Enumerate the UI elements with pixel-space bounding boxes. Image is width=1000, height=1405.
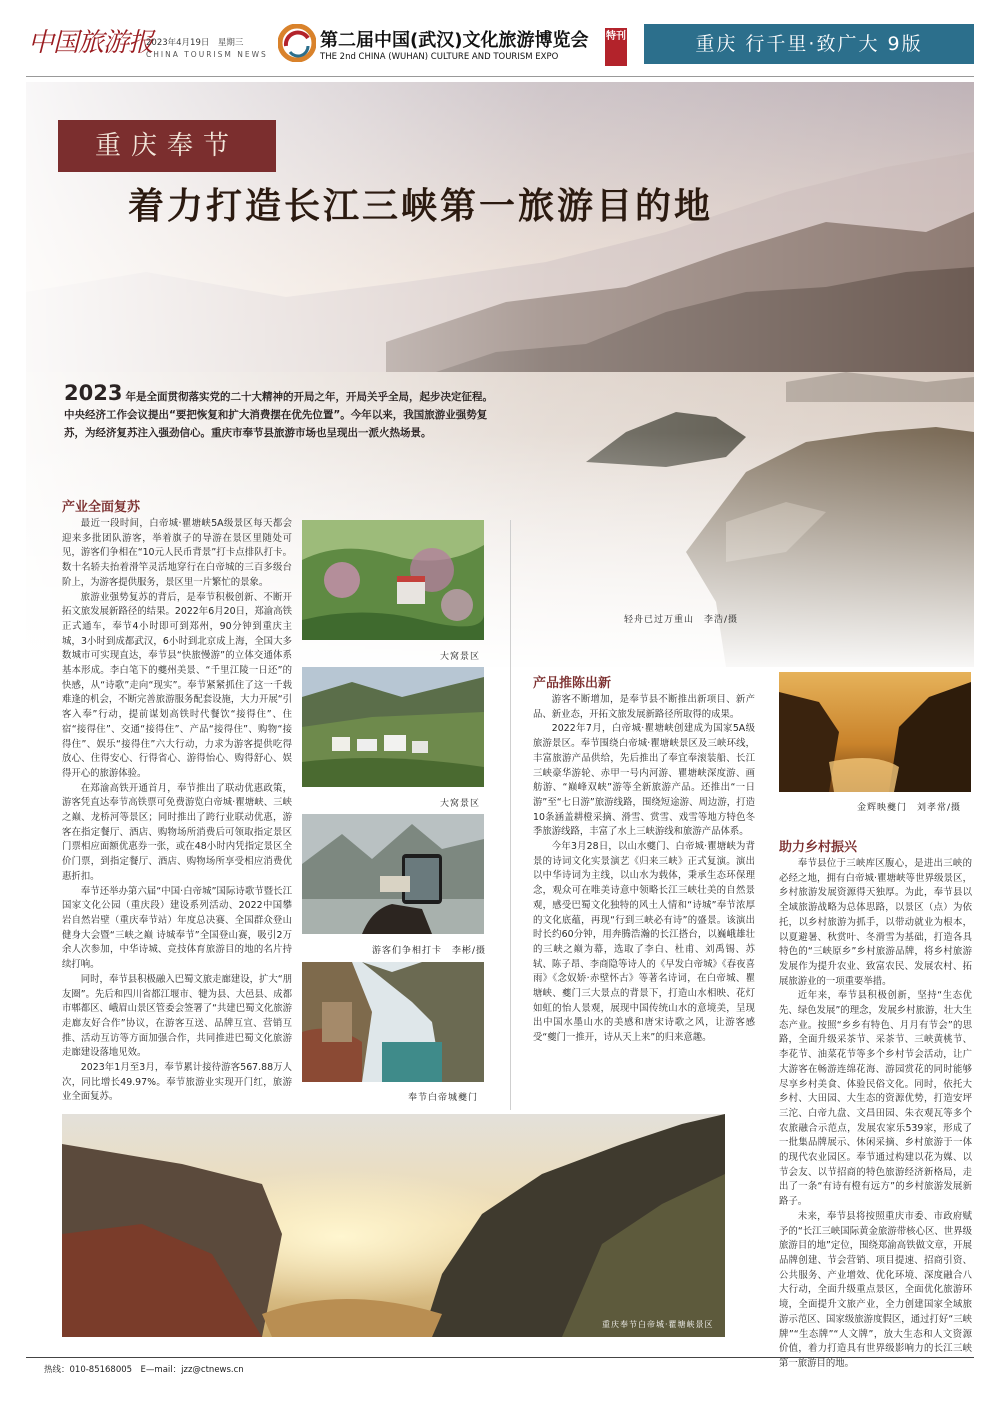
col1-body [62,517,292,1105]
header-divider [26,76,974,77]
page-band-title: 重庆 行千里·致广大 9版 [644,24,974,64]
expo-logo-icon [278,24,316,62]
col1-paragraph: 奉节还举办第六届“中国·白帝城”国际诗歌节暨长江国家文化公园（重庆段）建设系列活动、2022中国攀岩自然岩壁（重庆奉节站）年度总决赛、全国群众登山健身大会暨“三峡之巅 诗城奉节”全国登山赛，吸引2万余人次参加，中华诗城、竞技体育旅游目的地的名片持续打响。 [62,885,292,971]
photo-golden-kuimen [779,672,971,792]
issue-date: 2023年4月19日 星期三 [146,38,244,48]
col3-body [779,857,972,1372]
col3-heading: 助力乡村振兴 [779,840,858,855]
footer-contact: 热线：010-85168005 E—mail：jzz@ctnews.cn [44,1365,244,1375]
photo-dawo-village [302,520,484,640]
section-tag: 重庆奉节 [58,120,276,172]
expo-title-en: THE 2nd CHINA (WUHAN) CULTURE AND TOURISM EXPO [320,52,559,62]
col2-paragraph: 2022年7月，白帝城·瞿塘峡创建成为国家5A级旅游景区。奉节围绕白帝城·瞿塘峡景区及三峡环线，丰富旅游产品供给，先后推出了奉宜奉滚装船、长江三峡豪华游轮、赤甲一号内河游、瞿塘峡深度游、画舫游、“巅峰双峡”游等全新旅游产品。还推出“一日游”至“七日游”旅游线路，围绕短途游、周边游，打造10条涵盖耕橙采摘、滑雪、赏雪、戏雪等地方特色冬季旅游线路，丰富了水上三峡游线和旅游产品体系。 [533,723,755,838]
col1-paragraph: 旅游业强势复苏的背后，是奉节积极创新、不断开拓文旅发展新路径的结果。2022年6月20日，郑渝高铁正式通车，奉节4小时即可到郑州，90分钟到重庆主城，3小时到成都武汉，6小时到北京成上海，全国大多数城市可实现直达，奉节县“快旅慢游”的立体交通体系基本形成。李白笔下的夔州美景、“千里江陵一日还”的快感，从“诗歌”走向“现实”。奉节紧紧抓住了这一千载难逢的机会，不断完善旅游服务配套设施，大力开展“引客入奉”行动，提前谋划高铁时代餐饮“接得住”、住宿“接得住”、交通“接得住”、产品“接得住”、购物“接得住”、娱乐“接得住”六大行动，力求为游客提供吃得放心、住得安心、行得省心、游得怡心、购得舒心、娱得开心的旅游体验。 [62,591,292,779]
lead-paragraph [64,381,494,442]
photo-baidicheng-qutang [62,1114,725,1337]
paper-english-name: CHINA TOURISM NEWS [146,50,268,59]
photo-caption: 大窝景区 [440,799,481,809]
photo-caption: 游客们争相打卡 李彬/摄 [372,946,487,956]
col3-paragraph: 近年来，奉节县积极创新，坚持“生态优先、绿色发展”的理念，发展乡村旅游，壮大生态产业。按照“乡乡有特色、月月有节会”的思路，全面升级采茶节、采茶节、三峡黄桃节、李花节、油菜花节等多个乡村节会活动，让广大游客在畅游连绵花海、游园赏花的同时能够尽享乡村美食、体验民俗文化。同时，依托大乡村、大田园、大生态的资源优势，打造安坪三沱、白帝九盘、文昌田园、朱衣观瓦等多个农旅融合示范点，发展农家乐539家，形成了一批集品牌展示、休闲采摘、乡村旅游于一体的现代农业园区。奉节通过构建以花为媒、以节会友、以节招商的特色旅游经济新格局，走出了一条“有诗有橙有远方”的乡村旅游发展新路子。 [779,990,972,1208]
col2-paragraph: 游客不断增加，是奉节县不断推出新项目、新产品、新业态，开拓文旅发展新路径所取得的成果。 [533,694,755,720]
footer-divider [26,1357,974,1358]
hero-photo-caption: 轻舟已过万重山 李浩/摄 [624,615,739,625]
col1-heading: 产业全面复苏 [62,500,141,515]
expo-title-cn: 第二届中国(武汉)文化旅游博览会 [320,30,589,51]
col2-body [533,693,755,1046]
col3-paragraph: 奉节县位于三峡库区腹心，是进出三峡的必经之地，拥有白帝城·瞿塘峡等世界级景区，乡村旅游发展资源得天独厚。为此，奉节县以全域旅游战略为总体思路，以景区（点）为依托，以乡村旅游为抓手，以带动就业为根本，以夏避暑、秋赏叶、冬滑雪为基础，打造各具特色的“三峡原乡”乡村旅游品牌，将乡村旅游发展作为提升农业、致富农民、发展农村、拓展旅游业的一项重要举措。 [779,858,972,987]
col2-heading: 产品推陈出新 [533,676,612,691]
column-divider [510,520,511,1110]
col1-paragraph: 同时，奉节县积极融入巴蜀文旅走廊建设，扩大“朋友圈”。先后和四川省都江堰市、犍为县、大邑县、成都市郫都区、峨眉山景区管委会签署了“共建巴蜀文化旅游走廊友好合作”协议，在游客互送、品牌互宣、营销互推、活动互访等方面加强合作，共同推进巴蜀文化旅游走廊建设落地见效。 [62,973,292,1059]
col1-paragraph: 在郑渝高铁开通首月，奉节推出了联动优惠政策，游客凭直达奉节高铁票可免费游览白帝城·瞿塘峡、三峡之巅、龙桥河等景区；同时推出了跨行业联动优惠，游客在指定餐厅、酒店、购物场所消费后可领取指定景区门票相应面额优惠券一张，或在48小时内凭指定景区全价门票，到指定餐厅、酒店、购物场所享受相应消费优惠折扣。 [62,782,292,882]
masthead-logo: 中国旅游报 [28,28,154,58]
lead-year: 2023 [64,381,123,405]
photo-caption: 金辉映夔门 刘孝常/摄 [857,803,962,813]
col1-paragraph: 最近一段时间，白帝城·瞿塘峡5A级景区每天都会迎来多批团队游客，举着旗子的导游在景区里随处可见，游客们争相在“10元人民币背景”打卡点排队打卡。数十名轿夫抬着滑竿灵活地穿行在白帝城的三百多级台阶上，为游客提供服务，景区里一片繁忙的景象。 [62,518,292,588]
col1-paragraph: 2023年1月至3月，奉节累计接待游客567.88万人次，同比增长49.97%。奉节旅游业实现开门红，旅游业全面复苏。 [62,1062,292,1103]
photo-kuimen-gate [302,962,484,1082]
photo-caption: 奉节白帝城夔门 [408,1093,479,1103]
col2-paragraph: 今年3月28日，以山水夔门、白帝城·瞿塘峡为背景的诗词文化实景演艺《归来三峡》正式复演。演出以中华诗词为主线，以山水为载体，秉承生态环保理念，观众可在唯美诗意中领略长江三峡壮美的自然景观，感受巴蜀文化独特的风土人情和“诗城”奉节浓厚的文化底蕴，再现“行到三峡必有诗”的盛景。该演出时长约60分钟，用奔腾浩瀚的长江搭台，以巍峨雄壮的三峡之巅为幕，选取了李白、杜甫、刘禹锡、苏轼、陈子昂、李商隐等诗人的《早发白帝城》《春夜喜雨》《念奴娇·赤壁怀古》等著名诗词，在白帝城、瞿塘峡、夔门三大景点的背景下，打造山水相映、花灯如虹的怡人景观，展现中国传统山水的意境美，呈现出中国水墨山水的美感和唐宋诗歌之风，让游客感受“夔门一推开，诗从天上来”的归来意趣。 [533,841,755,1044]
headline: 着力打造长江三峡第一旅游目的地 [128,185,714,227]
photo-dawo-town [302,667,484,787]
photo-caption: 大窝景区 [440,652,481,662]
lead-text: 年是全面贯彻落实党的二十大精神的开局之年，开局关乎全局，起步决定征程。中央经济工作会议提出“要把恢复和扩大消费摆在优先位置”。今年以来，我国旅游业强势复苏，为经济复苏注入强劲信心。重庆市奉节县旅游市场也呈现出一派火热场景。 [64,391,493,439]
col3-paragraph: 未来，奉节县将按照重庆市委、市政府赋予的“长江三峡国际黄金旅游带核心区、世界级旅游目的地”定位，围绕郑渝高铁做文章，开展品牌创建、节会营销、项目提速、招商引资、公共服务、产业增效、优化环境、深度融合八大行动，全面升级重点景区，全面优化旅游环境，全面提升文旅产业，全力创建国家全域旅游示范区、国家级旅游度假区，通过打好“三峡牌”“生态牌”“人文牌”，放大生态和人文资源价值，着力打造具有世界级影响力的长江三峡第一旅游目的地。 [779,1210,972,1369]
special-issue-badge: 特刊 [605,28,627,66]
photo-caption: 重庆奉节白帝城·瞿塘峡景区 [602,1320,714,1329]
photo-tourist-checkin [302,814,484,934]
